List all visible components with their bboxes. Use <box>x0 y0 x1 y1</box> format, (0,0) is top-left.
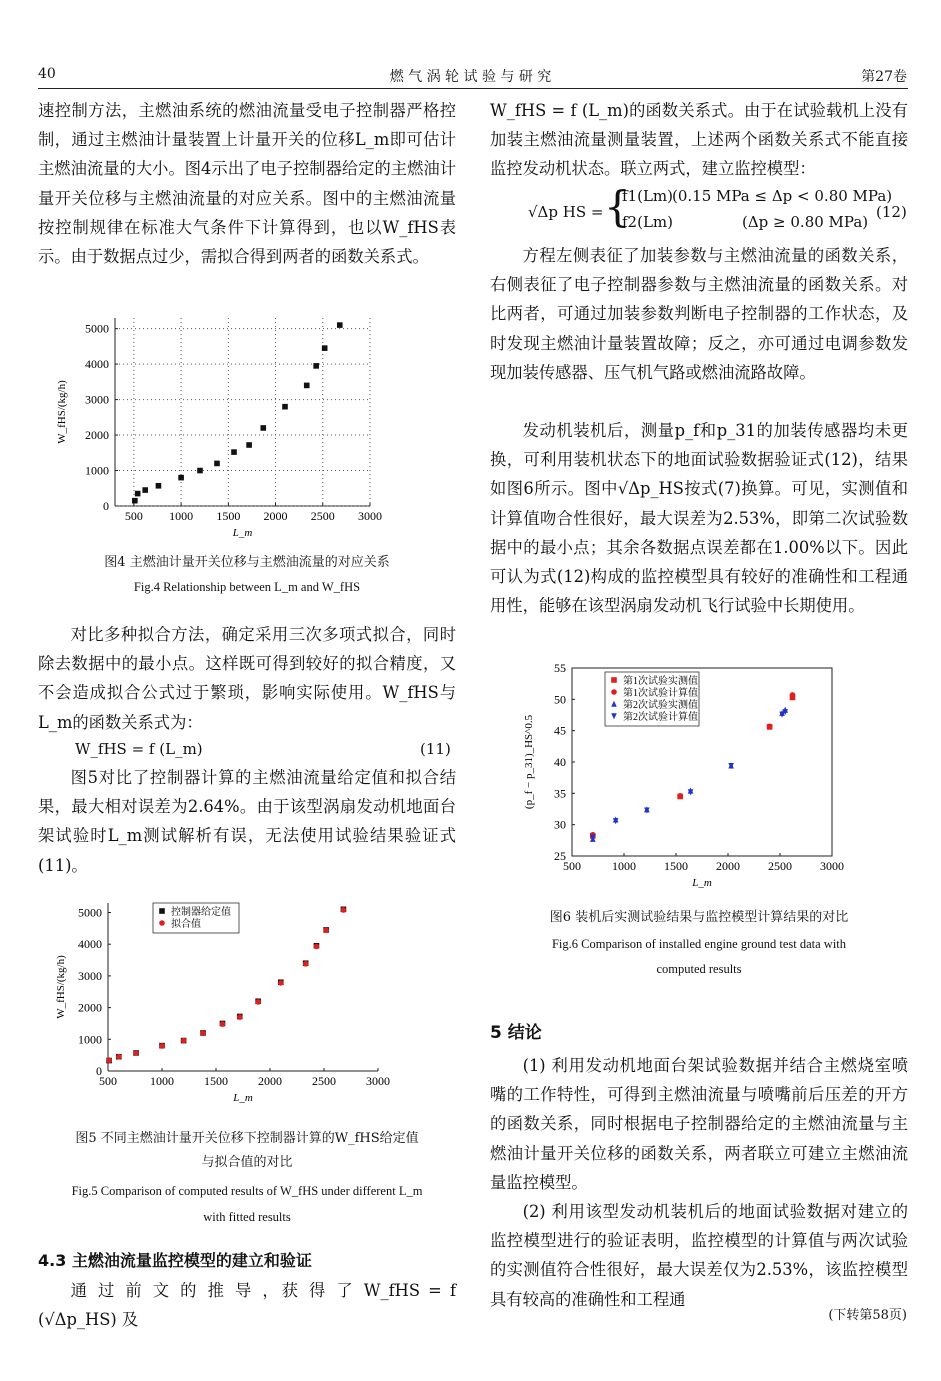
fig4-x-tick-label: 3000 <box>358 509 382 523</box>
fig6-y-axis-label: (p_f − p_31)_HS^0.5 <box>523 714 535 810</box>
fig5-x-tick-label: 500 <box>99 1074 117 1088</box>
equation-12-brace: { <box>604 182 631 231</box>
fig5-caption-en-line2: with fitted results <box>203 1210 291 1224</box>
fig5-x-tick-label: 1500 <box>204 1074 228 1088</box>
fig4-y-tick-label: 3000 <box>85 392 109 407</box>
fig6-y-tick-label: 45 <box>554 723 566 738</box>
equation-11: W_fHS = f (L_m) <box>75 740 203 758</box>
fig5-series2-point <box>200 1030 206 1036</box>
fig6-legend-marker-1 <box>611 677 617 683</box>
fig5-y-tick-label: 0 <box>96 1064 102 1078</box>
page-number: 40 <box>38 66 56 82</box>
fig5-y-tick-label: 2000 <box>78 1000 102 1015</box>
fig4-point <box>282 404 288 410</box>
fig5-series2-point <box>303 961 309 967</box>
fig4-point <box>313 363 319 369</box>
fig5-x-tick-label: 2000 <box>258 1074 282 1088</box>
fig4-point <box>304 383 310 389</box>
equation-12-case2-condition: (Δp ≥ 0.80 MPa) <box>742 213 869 231</box>
fig5-y-tick-label: 1000 <box>78 1032 102 1047</box>
fig6-y-tick-label: 35 <box>554 786 566 801</box>
fig5-y-tick-label: 5000 <box>78 905 102 920</box>
fig5-series2-point <box>341 907 347 913</box>
fig4-y-tick-label: 5000 <box>85 321 109 336</box>
fig4-point <box>260 425 266 431</box>
conclusion-2: (2) 利用该型发动机装机后的地面试验数据对建立的监控模型进行的验证表明，监控模型的计算值与两次试验的实测值符合性很好，最大误差仅为2.53%，该监控模型具有较高的准确性和工程通 <box>490 1202 908 1309</box>
fig4-point <box>214 461 220 467</box>
fig5-series2-point <box>314 944 320 950</box>
fig5-legend-label-2: 拟合值 <box>171 919 201 930</box>
fig4-caption-en: Fig.4 Relationship between L_m and W_fHS <box>133 580 361 594</box>
fig6-caption-en-line1: Fig.6 Comparison of installed engine ground test data with <box>551 937 847 951</box>
equation-12-lhs: √Δp HS = <box>528 203 604 221</box>
fig5-x-tick-label: 1000 <box>150 1074 174 1088</box>
fig6-y-tick-label: 30 <box>554 817 566 832</box>
fig6-y-tick-label: 50 <box>554 692 566 707</box>
fig5-caption-cn-line2: 与拟合值的对比 <box>201 1155 293 1170</box>
fig5-x-tick-label: 3000 <box>366 1074 390 1088</box>
fig6-series4-point <box>644 807 650 813</box>
fig6-y-tick-label: 55 <box>554 661 566 675</box>
fig4-point <box>132 498 138 504</box>
fig5-y-tick-label: 4000 <box>78 937 102 952</box>
fig5-y-tick-label: 3000 <box>78 968 102 983</box>
fig4-point <box>197 468 203 474</box>
fig4-x-axis-label: L_m <box>232 527 253 539</box>
equation-12-number: (12) <box>876 203 907 221</box>
volume-label: 第27卷 <box>861 69 907 85</box>
fig5-legend-marker-1 <box>159 908 165 914</box>
fig5-series2-point <box>255 999 261 1005</box>
fig5-legend-marker-2 <box>159 920 165 926</box>
fig5-series2-point <box>220 1021 226 1027</box>
right-paragraph-3: 发动机装机后，测量p_f和p_31的加装传感器均未更换，可利用装机状态下的地面试验数据验证式(12)，结果如图6所示。图中√Δp_HS按式(7)换算。可见，实测值和计算值吻合性很好，最大误差为2.53%，即第二次试验数据中的最小点；其余各数据点误差都在1.00%以下。因此可认为式(12)构成的监控模型具有较好的准确性和工程通用性，能够在该型涡扇发动机飞行试验中长期使用。 <box>490 421 908 616</box>
fig4-point <box>135 491 141 497</box>
fig6-x-tick-label: 500 <box>563 859 581 873</box>
conclusion-1: (1) 利用发动机地面台架试验数据并结合主燃烧室喷嘴的工作特性，可得到主燃油流量与喷嘴前后压差的开方的函数关系，同时根据电子控制器给定的主燃油流量与主燃油计量开关位移的函数关系，两者联立可建立主燃油流量监控模型。 <box>490 1056 908 1192</box>
right-paragraph-2: 方程左侧表征了加装参数与主燃油流量的函数关系，右侧表征了电子控制器参数与主燃油流量的函数关系。对比两者，可通过加装参数判断电子控制器的工作状态，及时发现主燃油计量装置故障；反之，亦可通过电调参数发现加装传感器、压气机气路或燃油流路故障。 <box>490 246 908 382</box>
fig6-legend-marker-2 <box>611 689 617 695</box>
fig5-x-tick-label: 2500 <box>312 1074 336 1088</box>
fig5-caption-en-line1: Fig.5 Comparison of computed results of W_fHS under different L_m <box>71 1184 423 1198</box>
fig5-series2-point <box>181 1038 187 1044</box>
fig6-series2-point <box>790 692 796 698</box>
fig6-y-tick-label: 25 <box>554 849 566 863</box>
fig5-series2-point <box>116 1054 122 1060</box>
equation-12-case1-fn: f1(Lm) <box>622 187 673 205</box>
right-paragraph-1: W_fHS = f (L_m)的函数关系式。由于在试验载机上没有加装主燃油流量测量装置，上述两个函数关系式不能直接监控发动机状态。联立两式，建立监控模型： <box>490 101 908 179</box>
equation-12-case2-fn: f2(Lm) <box>622 213 673 231</box>
fig4-y-axis-label: W_fHS/(kg/h) <box>56 380 68 444</box>
fig5-x-axis-label: L_m <box>233 1092 253 1104</box>
continued-note: (下转第58页) <box>828 1308 907 1323</box>
fig5-legend-label-1: 控制器给定值 <box>171 907 231 918</box>
fig4-chart <box>45 310 445 550</box>
fig6-caption-cn: 图6 装机后实测试验结果与监控模型计算结果的对比 <box>549 910 849 925</box>
fig4-point <box>231 449 237 455</box>
fig6-legend-label-3: 第2次试验实测值 <box>623 700 698 711</box>
fig6-legend-label-4: 第2次试验计算值 <box>623 712 698 723</box>
left-paragraph-2: 对比多种拟合方法，确定采用三次多项式拟合，同时除去数据中的最小点。这样既可得到较好的拟合精度，又不会造成拟合公式过于繁琐，影响实际使用。W_fHS与L_m的函数关系式为： <box>38 625 456 732</box>
fig4-y-tick-label: 1000 <box>85 463 109 478</box>
left-paragraph-1: 速控制方法，主燃油系统的燃油流量受电子控制器严格控制，通过主燃油计量装置上计量开关的位移L_m即可估计主燃油流量的大小。图4示出了电子控制器给定的主燃油计量开关位移与主燃油流量的对应关系。图中的主燃油流量按控制规律在标准大气条件下计算得到，也以W_fHS表示。由于数据点过少，需拟合得到两者的函数关系式。 <box>38 101 456 267</box>
fig4-x-tick-label: 1500 <box>216 509 241 523</box>
fig4-point <box>178 475 184 481</box>
equation-12-case1-condition: (0.15 MPa ≤ Δp < 0.80 MPa) <box>672 187 893 205</box>
fig4-x-tick-label: 500 <box>124 509 143 523</box>
fig5-caption-cn-line1: 图5 不同主燃油计量开关位移下控制器计算的W_fHS给定值 <box>75 1131 419 1146</box>
fig6-series2-point <box>677 793 683 799</box>
section-5-heading: 5 结论 <box>490 1023 542 1043</box>
fig6-x-tick-label: 2500 <box>768 859 792 873</box>
fig5-series2-point <box>106 1057 112 1063</box>
fig5-series2-point <box>278 980 284 986</box>
fig4-y-tick-label: 0 <box>103 499 109 513</box>
fig5-series2-point <box>237 1014 243 1020</box>
fig4-point <box>337 322 343 328</box>
fig4-point <box>246 442 252 448</box>
fig4-point <box>322 345 328 351</box>
left-paragraph-3: 图5对比了控制器计算的主燃油流量给定值和拟合结果，最大相对误差为2.64%。由于该型涡扇发动机地面台架试验时L_m测试解析有误，无法使用试验结果验证式(11)。 <box>38 768 456 875</box>
fig4-y-tick-label: 4000 <box>85 357 109 372</box>
fig5-chart <box>50 893 450 1123</box>
fig4-caption-cn: 图4 主燃油计量开关位移与主燃油流量的对应关系 <box>104 555 390 570</box>
fig6-x-tick-label: 1500 <box>664 859 688 873</box>
fig6-x-tick-label: 2000 <box>716 859 740 873</box>
fig6-series2-point <box>767 723 773 729</box>
section-4-3-heading: 4.3 主燃油流量监控模型的建立和验证 <box>38 1251 312 1270</box>
fig6-y-tick-label: 40 <box>554 755 566 769</box>
fig6-legend-label-2: 第1次试验计算值 <box>623 688 698 699</box>
journal-title: 燃 气 涡 轮 试 验 与 研 究 <box>389 69 552 85</box>
fig4-point <box>142 487 148 493</box>
fig4-x-tick-label: 2500 <box>310 509 335 523</box>
fig5-series2-point <box>323 927 329 933</box>
fig5-series2-point <box>133 1050 139 1056</box>
fig6-x-axis-label: L_m <box>692 877 712 889</box>
fig4-x-tick-label: 1000 <box>169 509 194 523</box>
fig4-point <box>156 483 162 489</box>
fig4-y-tick-label: 2000 <box>85 428 109 443</box>
fig6-legend-label-1: 第1次试验实测值 <box>623 676 698 687</box>
left-paragraph-4: 通 过 前 文 的 推 导 ，获 得 了 W_fHS = f (√Δp_HS) 及 <box>38 1281 456 1330</box>
fig6-chart <box>500 660 860 900</box>
fig5-y-axis-label: W_fHS/(kg/h) <box>55 955 67 1019</box>
equation-11-number: (11) <box>420 740 451 758</box>
header-rule <box>38 88 908 89</box>
fig6-x-tick-label: 3000 <box>820 859 844 873</box>
fig6-x-tick-label: 1000 <box>612 859 636 873</box>
fig5-series2-point <box>159 1043 165 1049</box>
fig4-x-tick-label: 2000 <box>263 509 288 523</box>
fig6-caption-en-line2: computed results <box>656 962 742 976</box>
